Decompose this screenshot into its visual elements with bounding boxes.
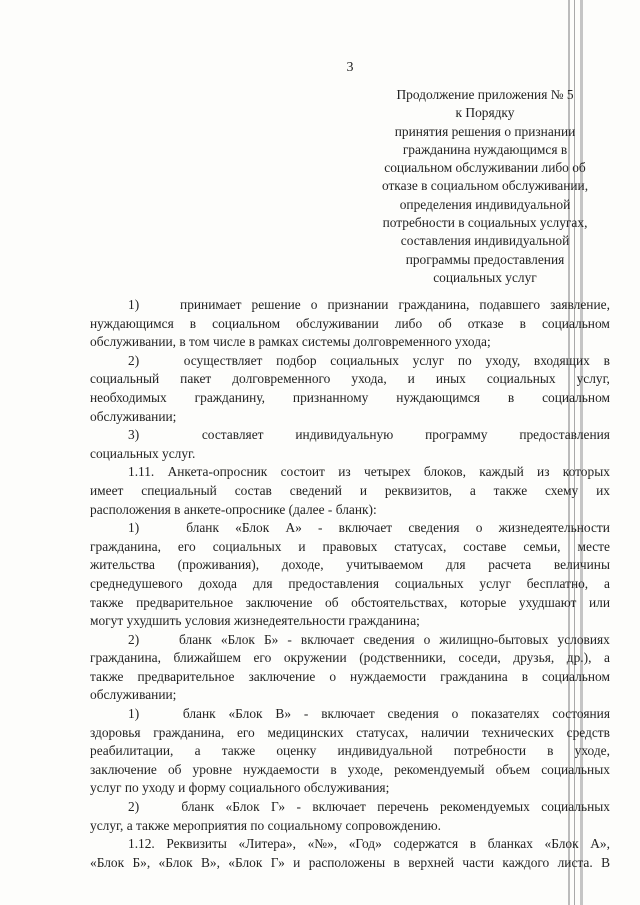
word: соседи,: [458, 650, 501, 666]
word: статусах,: [394, 538, 447, 554]
word: том: [189, 334, 213, 350]
word: нуждающимся: [90, 315, 174, 331]
word: блоков,: [423, 464, 466, 480]
word: в: [547, 743, 554, 759]
word: (далее: [288, 501, 328, 517]
word: и: [359, 482, 367, 498]
word: необходимых: [90, 389, 167, 405]
word: социальных: [212, 538, 282, 554]
word: составе: [463, 538, 507, 554]
word: гражданина,: [153, 724, 225, 740]
word: в: [469, 836, 477, 852]
appendix-header: [355, 86, 615, 287]
word: социальных: [394, 575, 464, 591]
word: (проживания),: [177, 557, 260, 573]
word: бланк: [186, 520, 219, 536]
word: оценку: [276, 743, 317, 759]
word: Б»: [263, 631, 279, 647]
word: также: [136, 817, 173, 833]
text-line: [90, 501, 610, 520]
word: социального: [229, 780, 304, 796]
word: уходу,: [485, 352, 521, 368]
word: гражданина: [440, 668, 508, 684]
word: семьи,: [523, 538, 561, 554]
word: уровне: [192, 761, 233, 777]
word: 1.11.: [128, 464, 155, 480]
text-line: [90, 779, 610, 798]
header-line: социальном обслуживании либо об: [384, 160, 586, 176]
text-line: [90, 854, 610, 873]
word: условиях: [557, 631, 610, 647]
word: сведения: [387, 706, 439, 722]
word: в: [189, 315, 197, 331]
word: учитываемом: [346, 557, 424, 573]
word: В»,: [200, 854, 220, 870]
word: составляет: [201, 427, 264, 443]
word: обслуживании,: [90, 334, 180, 350]
word: верхней: [408, 854, 455, 870]
word: для: [445, 557, 466, 573]
word: социальных: [541, 761, 610, 777]
word: в: [248, 334, 259, 350]
text-line: [90, 631, 610, 650]
word: услуг,: [90, 817, 127, 833]
word: бланк: [182, 706, 216, 722]
word: форму: [188, 780, 230, 796]
word: в: [393, 854, 400, 870]
word: «Блок: [220, 631, 255, 647]
text-line: [90, 798, 610, 817]
word: обслуживании: [296, 315, 379, 331]
word: «Блок: [228, 706, 263, 722]
word: обслуживании;: [90, 687, 177, 703]
word: для: [252, 575, 273, 591]
word: его: [253, 650, 272, 666]
word: отказе: [467, 315, 504, 331]
word: нуждаемости: [350, 668, 427, 684]
word: гражданина,: [398, 297, 470, 312]
word: и: [293, 854, 301, 870]
word: уходе,: [574, 743, 610, 759]
word: о: [451, 706, 459, 722]
word: части: [462, 854, 495, 870]
word: анкете-опроснике: [183, 501, 289, 517]
word: об: [438, 315, 452, 331]
word: по: [457, 352, 472, 368]
word: «Литера»,: [238, 836, 296, 852]
word: социальных: [330, 352, 399, 368]
word: перечень: [377, 799, 429, 815]
word: долговременного: [353, 334, 456, 350]
word: заключение: [245, 594, 313, 610]
word: которых: [562, 464, 610, 480]
word: а: [604, 650, 610, 666]
word: или: [588, 594, 610, 610]
word: также: [90, 668, 124, 684]
word: иных: [435, 371, 466, 387]
word: показателях: [471, 706, 540, 722]
word: пакет: [180, 371, 212, 387]
word: уходе,: [347, 761, 384, 777]
word: жительства: [90, 557, 155, 573]
word: условия: [184, 613, 234, 629]
word: в: [521, 668, 529, 684]
word: расчета: [488, 557, 532, 573]
header-line: к Порядку: [455, 105, 515, 121]
word: ухудшить: [126, 613, 185, 629]
word: могут: [90, 613, 127, 629]
word: либо: [394, 315, 423, 331]
word: -: [303, 706, 309, 722]
word: социальном: [212, 315, 281, 331]
word: «Блок: [225, 799, 260, 815]
word: по: [250, 817, 268, 833]
word: обслуживании;: [90, 408, 177, 424]
word: А»,: [590, 836, 610, 852]
word: наличии: [421, 724, 470, 740]
word: услуг: [479, 575, 511, 591]
word: из: [537, 464, 550, 480]
word: включает: [300, 631, 355, 647]
word: дохода: [198, 575, 237, 591]
word: социальных: [541, 799, 610, 815]
word: и: [178, 780, 189, 796]
word: гражданина,: [90, 538, 161, 554]
text-line: [90, 724, 610, 743]
word: об: [167, 761, 182, 777]
word: -: [296, 799, 301, 815]
word: бесплатно,: [526, 575, 589, 591]
word: и: [407, 371, 415, 387]
word: нуждаемости: [243, 761, 320, 777]
word: четырех: [363, 464, 411, 480]
text-line: [90, 575, 610, 594]
word: доходе,: [281, 557, 324, 573]
word: правовых: [322, 538, 378, 554]
text-line: [90, 463, 610, 482]
word: (родственники,: [359, 650, 446, 666]
word: мероприятия: [172, 817, 251, 833]
word: включает: [321, 706, 375, 722]
word: решение: [251, 297, 301, 312]
word: состоит: [280, 464, 325, 480]
text-line: [90, 817, 610, 836]
word: долговременного: [232, 371, 331, 387]
word: листа.: [557, 854, 593, 870]
word: системы: [301, 334, 354, 350]
list-marker: 1): [128, 297, 140, 312]
word: о: [310, 297, 318, 312]
word: принимает: [180, 297, 242, 312]
list-marker: 3): [128, 427, 140, 443]
word: статусах,: [356, 724, 409, 740]
word: рекомендуемых: [439, 799, 530, 815]
word: уходу: [142, 780, 179, 796]
word: ухода,: [351, 371, 387, 387]
text-line: [90, 556, 610, 575]
word: Реквизиты: [166, 836, 227, 852]
word: в: [179, 334, 190, 350]
list-marker: 2): [128, 799, 140, 815]
header-line: социальных услуг: [433, 269, 537, 285]
word: содержатся: [393, 836, 459, 852]
header-line: гражданина нуждающимся в: [402, 141, 568, 157]
word: 1.12.: [128, 836, 155, 852]
header-line: принятия решения о признании: [394, 123, 576, 139]
word: заключение: [248, 668, 316, 684]
word: социальный: [90, 371, 160, 387]
word: и: [298, 538, 306, 554]
document-body: [90, 296, 610, 872]
word: сведения: [408, 520, 460, 536]
header-line: Продолжение приложения № 5: [396, 87, 574, 102]
header-line: составления индивидуальной: [400, 233, 570, 249]
word: услуг: [412, 352, 445, 368]
word: каждого: [502, 854, 550, 870]
word: индивидуальной: [337, 743, 433, 759]
word: А»: [285, 520, 302, 536]
header-line: отказе в социальном обслуживании,: [381, 178, 589, 194]
word: технических: [481, 724, 554, 740]
word: предварительное: [136, 594, 234, 610]
word: реквизитов,: [384, 482, 452, 498]
word: услуг: [90, 780, 125, 796]
word: бланк: [181, 799, 215, 815]
word: Г»: [271, 799, 286, 815]
word: по: [124, 780, 143, 796]
text-line: [90, 333, 610, 352]
word: предварительное: [137, 668, 235, 684]
text-line: [90, 482, 610, 501]
word: окружении: [283, 650, 347, 666]
word: услуг,: [576, 371, 610, 387]
word: жилищно-бытовых: [439, 631, 549, 647]
word: В: [601, 854, 610, 870]
word: схему: [545, 482, 579, 498]
word: -: [318, 520, 323, 536]
word: «Блок: [228, 854, 263, 870]
word: -: [287, 631, 292, 647]
word: расположения: [90, 501, 175, 517]
word: «Блок: [544, 836, 579, 852]
word: признании: [327, 297, 389, 312]
word: имеет: [90, 482, 124, 498]
word: величины: [553, 557, 610, 573]
word: расположены: [308, 854, 386, 870]
word: его: [236, 724, 255, 740]
text-line: [90, 594, 610, 613]
text-line: [90, 835, 610, 854]
text-line: [90, 296, 610, 315]
header-line: определения индивидуальной: [399, 196, 571, 212]
word: программу: [425, 427, 488, 443]
word: социальных: [90, 445, 163, 461]
word: о: [329, 668, 337, 684]
word: нуждающимся: [396, 389, 480, 405]
word: сведений: [289, 482, 342, 498]
word: обслуживания;: [303, 780, 390, 796]
word: бланках: [487, 836, 533, 852]
word: числе: [212, 334, 249, 350]
list-marker: 2): [128, 352, 140, 368]
word: предоставления: [288, 575, 380, 591]
word: услуг.: [162, 445, 196, 461]
word: в: [174, 501, 184, 517]
word: ближайшем: [173, 650, 241, 666]
word: средств: [566, 724, 610, 740]
text-line: [90, 389, 610, 408]
word: «№»,: [307, 836, 338, 852]
word: осуществляет: [183, 352, 263, 368]
header-line: потребности в социальных услугах,: [382, 215, 588, 231]
list-marker: 2): [128, 631, 140, 647]
word: Анкета-опросник: [167, 464, 268, 480]
word: предоставления: [519, 427, 610, 443]
word: здоровья: [90, 724, 141, 740]
word: а: [194, 743, 201, 759]
header-line: программы предоставления: [405, 251, 565, 267]
text-line: [90, 538, 610, 557]
word: обстоятельствах,: [351, 594, 448, 610]
word: подавшего: [479, 297, 541, 312]
word: которые: [459, 594, 507, 610]
text-line: [90, 408, 610, 427]
text-line: [90, 519, 610, 538]
word: «Блок: [235, 520, 270, 536]
word: жизнедеятельности: [233, 613, 349, 629]
list-marker: 1): [128, 520, 140, 536]
word: гражданину,: [194, 389, 265, 405]
page-number: 3: [346, 60, 354, 75]
word: Г»: [270, 854, 285, 870]
word: состав: [234, 482, 272, 498]
word: включает: [312, 799, 366, 815]
text-line: [90, 352, 610, 371]
word: сведения: [363, 631, 415, 647]
word: «Блок: [158, 854, 193, 870]
word: а: [469, 482, 476, 498]
word: а: [126, 817, 136, 833]
word: каждый: [479, 464, 524, 480]
word: рамках: [258, 334, 302, 350]
word: гражданина,: [90, 650, 161, 666]
word: «Блок: [90, 854, 125, 870]
word: др.),: [566, 650, 592, 666]
word: друзья,: [513, 650, 555, 666]
word: заявление,: [550, 297, 610, 312]
word: объем: [495, 761, 531, 777]
word: потребности: [453, 743, 526, 759]
text-line: [90, 612, 610, 631]
word: признанному: [292, 389, 369, 405]
word: специальный: [141, 482, 217, 498]
text-line: [90, 742, 610, 761]
word: рекомендуемый: [394, 761, 485, 777]
word: В»: [275, 706, 292, 722]
text-line: [90, 649, 610, 668]
word: его: [177, 538, 196, 554]
word: жизнедеятельности: [498, 520, 610, 536]
word: также: [90, 594, 124, 610]
word: «Год»: [348, 836, 382, 852]
text-line: [90, 686, 610, 705]
word: состояния: [552, 706, 610, 722]
text-line: [90, 370, 610, 389]
word: реабилитации,: [90, 743, 174, 759]
word: ухода;: [455, 334, 491, 350]
text-line: [90, 315, 610, 334]
word: об: [325, 594, 339, 610]
word: о: [475, 520, 483, 536]
word: бланк: [179, 631, 212, 647]
word: бланк):: [335, 501, 377, 517]
word: в: [519, 315, 526, 331]
word: включает: [338, 520, 393, 536]
word: в: [603, 352, 610, 368]
word: гражданина;: [348, 613, 420, 629]
word: социальных: [486, 371, 556, 387]
text-line: [90, 705, 610, 724]
word: -: [327, 501, 336, 517]
word: социальном: [542, 668, 610, 684]
word: также: [221, 743, 256, 759]
word: Б»,: [132, 854, 151, 870]
list-marker: 1): [128, 706, 140, 722]
text-line: [90, 668, 610, 687]
word: подбор: [276, 352, 317, 368]
word: медицинских: [267, 724, 344, 740]
word: их: [596, 482, 610, 498]
word: о: [423, 631, 431, 647]
word: сопровождению.: [345, 817, 442, 833]
word: социальном: [541, 315, 610, 331]
word: а: [604, 575, 610, 591]
word: заключение: [90, 761, 157, 777]
text-line: [90, 445, 610, 464]
word: в: [507, 389, 515, 405]
text-line: [90, 761, 610, 780]
word: социальному: [267, 817, 346, 833]
word: в: [330, 761, 337, 777]
word: также: [493, 482, 528, 498]
word: входящих: [533, 352, 590, 368]
word: месте: [577, 538, 610, 554]
word: из: [338, 464, 351, 480]
word: среднедушевого: [90, 575, 183, 591]
word: социальном: [542, 389, 610, 405]
text-line: [90, 426, 610, 445]
word: ухудшают: [518, 594, 577, 610]
word: индивидуальную: [295, 427, 394, 443]
